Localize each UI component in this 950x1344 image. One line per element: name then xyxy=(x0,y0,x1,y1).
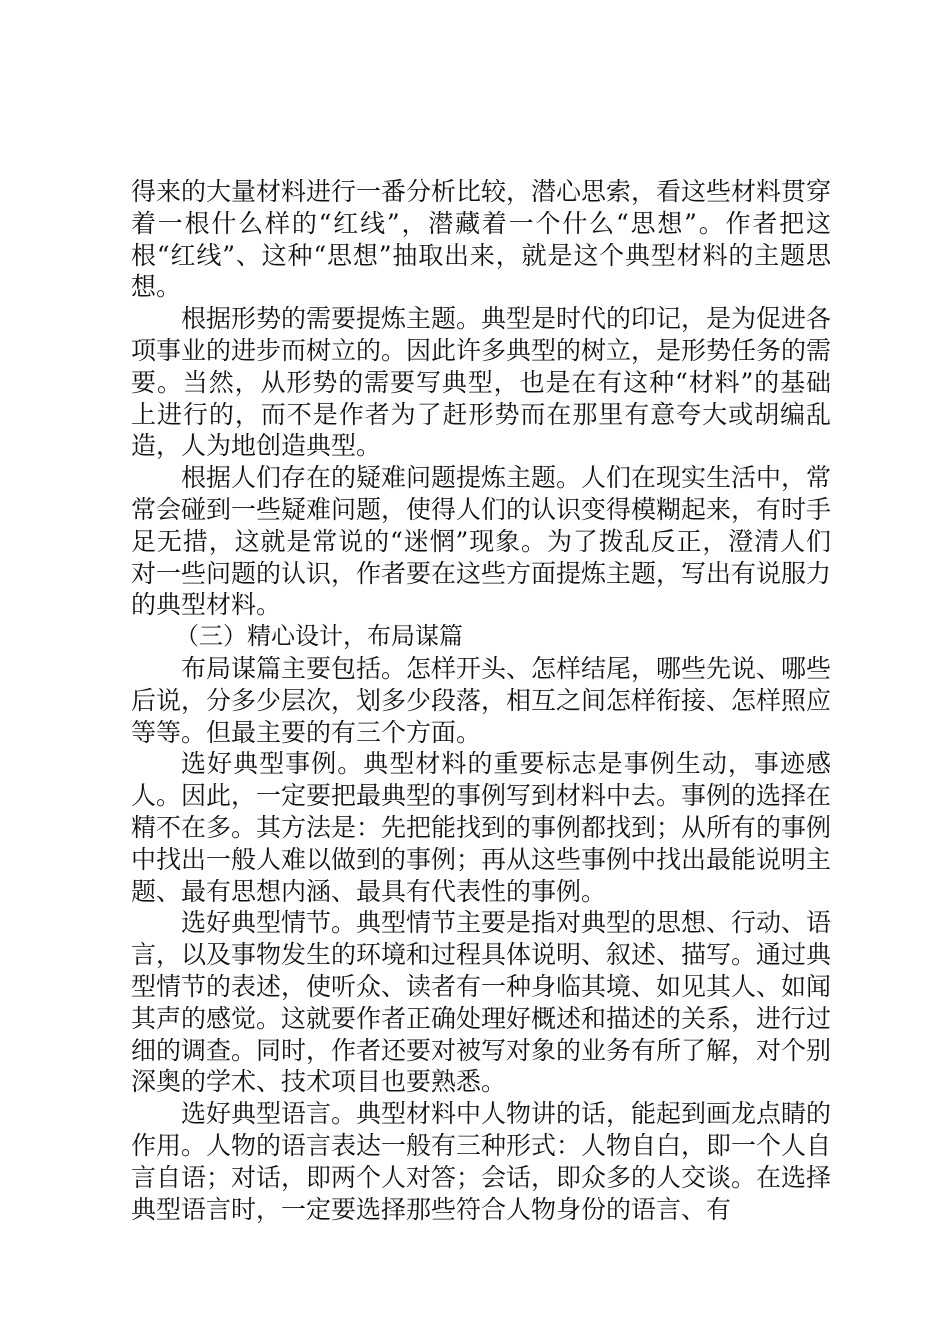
paragraph-continuation: 得来的大量材料进行一番分析比较，潜心思索，看这些材料贯穿着一根什么样的“红线”，潜藏着一个什么“思想”。作者把这根“红线”、这种“思想”抽取出来，就是这个典型材料的主题思想。 xyxy=(131,177,832,302)
paragraph-difficult-problems: 根据人们存在的疑难问题提炼主题。人们在现实生活中，常常会碰到一些疑难问题，使得人们的认识变得模糊起来，有时手足无措，这就是常说的“迷惘”现象。为了拨乱反正，澄清人们对一些问题的认识，作者要在这些方面提炼主题，写出有说服力的典型材料。 xyxy=(131,463,832,620)
paragraph-layout-planning: 布局谋篇主要包括。怎样开头、怎样结尾，哪些先说、哪些后说，分多少层次，划多少段落，相互之间怎样衔接、怎样照应等等。但最主要的有三个方面。 xyxy=(131,653,832,747)
paragraph-typical-plots: 选好典型情节。典型情节主要是指对典型的思想、行动、语言，以及事物发生的环境和过程具体说明、叙述、描写。通过典型情节的表述，使听众、读者有一种身临其境、如见其人、如闻其声的感觉。这就要作者正确处理好概述和描述的关系，进行过细的调查。同时，作者还要对被写对象的业务有所了解，对个别深奥的学术、技术项目也要熟悉。 xyxy=(131,908,832,1097)
section-heading-layout: （三）精心设计，布局谋篇 xyxy=(175,622,463,651)
paragraph-typical-examples: 选好典型事例。典型材料的重要标志是事例生动，事迹感人。因此，一定要把最典型的事例写到材料中去。事例的选择在精不在多。其方法是：先把能找到的事例都找到；从所有的事例中找出一般人难以做到的事例；再从这些事例中找出最能说明主题、最有思想内涵、最具有代表性的事例。 xyxy=(131,749,832,906)
paragraph-typical-language: 选好典型语言。典型材料中人物讲的话，能起到画龙点睛的作用。人物的语言表达一般有三种形式：人物自白，即一个人自言自语；对话，即两个人对答；会话，即众多的人交谈。在选择典型语言时，一定要选择那些符合人物身份的语言、有 xyxy=(131,1099,832,1224)
document-body xyxy=(131,176,831,1225)
paragraph-situation-needs: 根据形势的需要提炼主题。典型是时代的印记，是为促进各项事业的进步而树立的。因此许多典型的树立，是形势任务的需要。当然，从形势的需要写典型，也是在有这种“材料”的基础上进行的，而不是作者为了赶形势而在那里有意夸大或胡编乱造，人为地创造典型。 xyxy=(131,304,832,461)
